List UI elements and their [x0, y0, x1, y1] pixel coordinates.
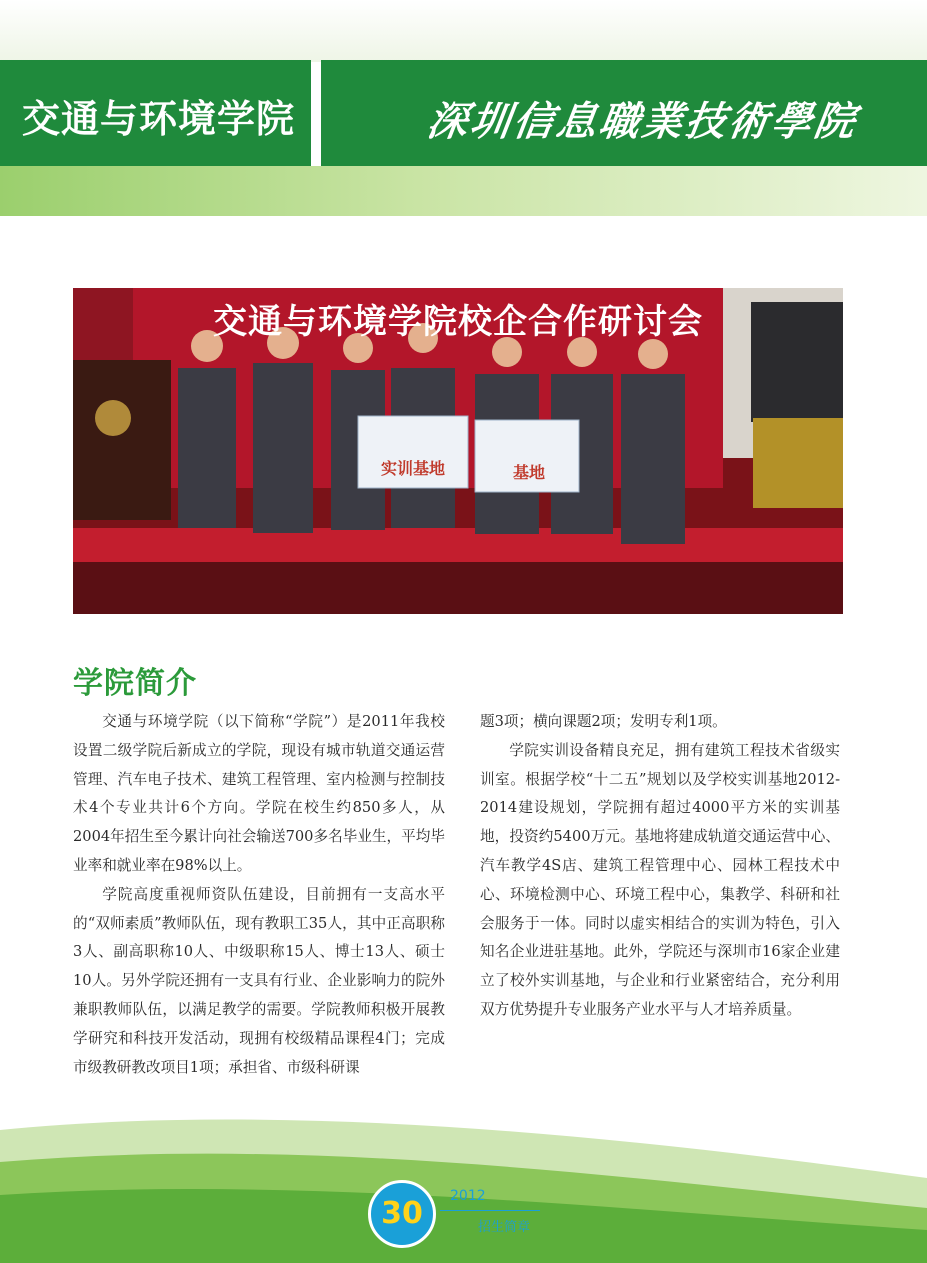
department-title: 交通与环境学院 [22, 97, 296, 141]
body-paragraph: 学院实训设备精良充足，拥有建筑工程技术省级实训室。根据学校“十二五”规划以及学校实训基地2012-2014建设规划，学院拥有超过4000平方米的实训基地，投资约5400万元。基地将建成轨道交通运营中心、汽车教学4S店、建筑工程管理中心、园林工程技术中心、环境检测中心、环境工程中心，集教学、科研和社会服务于一体。同时以虚实相结合的实训为特色，引入知名企业进驻基地。此外，学院还与深圳市16家企业建立了校外实训基地，与企业和行业紧密结合，充分利用双方优势提升专业服务产业水平与人才培养质量。 [480, 741, 840, 1018]
event-photo [73, 288, 843, 614]
body-column-left [73, 708, 445, 1082]
body-paragraph: 交通与环境学院（以下简称“学院”）是2011年我校设置二级学院后新成立的学院，现设有城市轨道交通运营管理、汽车电子技术、建筑工程管理、室内检测与控制技术4个专业共计6个方向。学院在校生约850多人，从2004年招生至今累计向社会输送700多名毕业生，平均毕业率和就业率在98%以上。 [73, 713, 445, 874]
page-number: 30 [381, 1196, 423, 1231]
header-light-band [0, 166, 927, 216]
body-column-right [480, 708, 840, 1025]
school-name-logotype: 深圳信息職業技術學院 [424, 98, 861, 145]
header-top-fade [0, 0, 927, 62]
footer-swoosh [0, 1100, 927, 1263]
footer-label: 招生简章 [478, 1220, 531, 1235]
body-paragraph-continuation: 题3项；横向课题2项；发明专利1项。 [480, 713, 727, 730]
plaque-right-text: 基地 [513, 463, 546, 482]
section-heading: 学院简介 [73, 666, 197, 701]
plaque-left-text: 实训基地 [381, 459, 446, 478]
body-paragraph: 学院高度重视师资队伍建设，目前拥有一支高水平的“双师素质”教师队伍，现有教职工35人，其中正高职称3人、副高职称10人、中级职称15人、博士13人、硕士10人。另外学院还拥有一支具有行业、企业影响力的院外兼职教师队伍，以满足教学的需要。学院教师积极开展教学研究和科技开发活动，现拥有校级精品课程4门；完成市级教研教改项目1项；承担省、市级科研课 [73, 885, 445, 1076]
footer-divider [440, 1210, 540, 1211]
event-banner-text: 交通与环境学院校企合作研讨会 [213, 302, 703, 342]
footer-year: 2012 [450, 1188, 486, 1204]
